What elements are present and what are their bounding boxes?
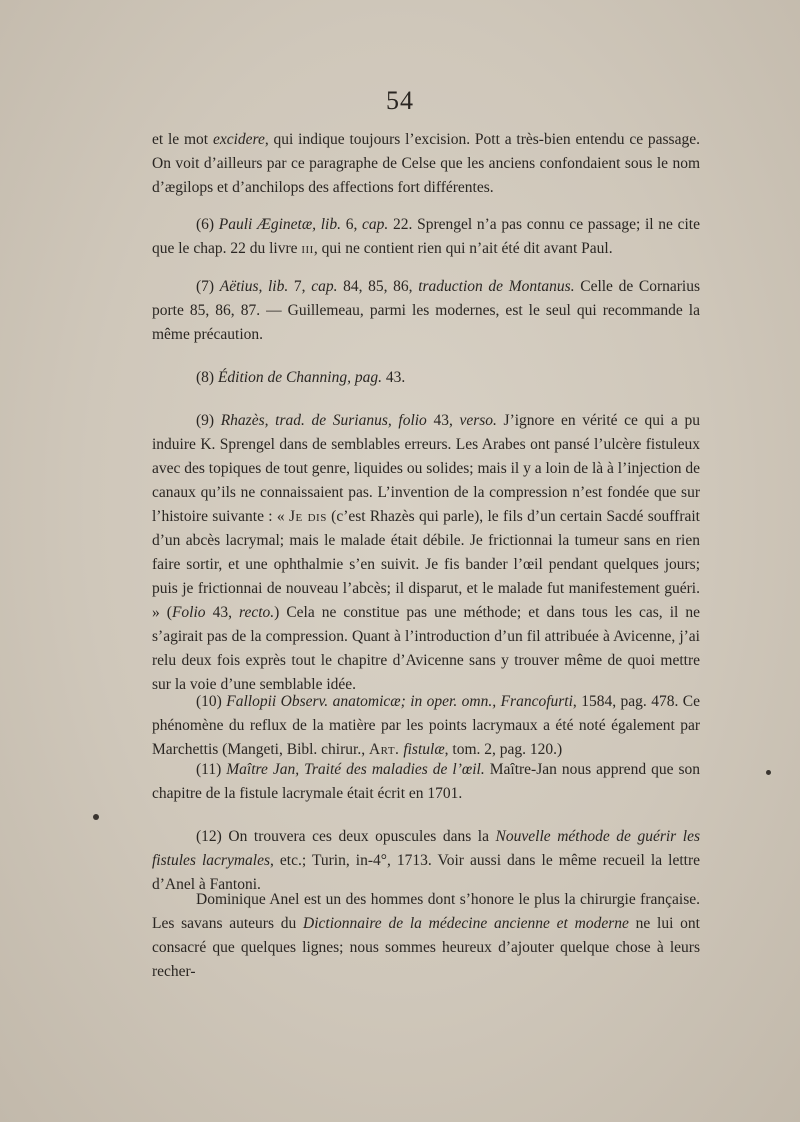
- text-run: 7,: [288, 278, 312, 295]
- text-run: (7): [196, 278, 220, 295]
- italic-text: cap.: [362, 216, 389, 233]
- text-run: Celle de Cornarius porte 85, 86, 87. — Guillemeau, parmi les modernes, est le seul qui recommande la même précaution.: [152, 278, 701, 343]
- ink-spot: [766, 770, 771, 775]
- text-run: , qui indique toujours l’excision. Pott a très-bien entendu ce passage. On voit d’ailleurs par ce paragraphe de Celse que les anciens confondaient sous le nom d’ægilops et d’anchilops des affections fort différentes.: [152, 131, 700, 196]
- text-run: (12) On trouvera ces deux opuscules dans la: [196, 828, 496, 845]
- text-run: 22. Sprengel n’a pas connu ce passage; il ne cite que le chap. 22 du livre: [152, 216, 700, 257]
- italic-text: Aëtius, lib.: [219, 278, 289, 295]
- note-12: [152, 825, 700, 897]
- paragraph-continuation: [152, 128, 700, 200]
- text-run: ne lui ont consacré que quelques lignes; nous sommes heureux d’ajouter quelque chose à leurs recher-: [152, 915, 700, 980]
- text-run: 43,: [205, 604, 239, 621]
- italic-text: Nouvelle méthode de guérir les fistules lacrymales: [152, 828, 700, 869]
- text-run: , 1584, pag. 478. Ce phénomène du reflux de la matière par les points lacrymaux a été noté également par Marchettis (Mangeti, Bibl. chirur.,: [152, 693, 700, 758]
- text-run: 43.: [382, 369, 406, 386]
- italic-text: recto.: [238, 604, 275, 621]
- italic-text: Dictionnaire de la médecine ancienne et moderne: [303, 915, 629, 932]
- text-run: Je dis: [289, 508, 327, 525]
- italic-text: Fallopii Observ. anatomicæ; in oper. omn., Francofurti: [226, 693, 573, 710]
- italic-text: fistulæ: [403, 741, 445, 758]
- text-run: 43,: [426, 412, 460, 429]
- italic-text: cap.: [311, 278, 338, 295]
- text-run: Maître-Jan nous apprend que son chapitre de la fistule lacrymale était écrit en 1701.: [152, 761, 700, 802]
- text-run: , qui ne contient rien qui n’ait été dit avant Paul.: [313, 240, 613, 257]
- italic-text: traduction de Montanus.: [418, 278, 575, 295]
- text-run: (10): [196, 693, 227, 710]
- note-7: [152, 275, 700, 347]
- text-run: (6): [196, 216, 219, 233]
- text-run: J’ignore en vérité ce qui a pu induire K. Sprengel dans de semblables erreurs. Les Arabes ont pansé l’ulcère fistuleux avec des topiques de tout genre, liquides ou solides; mais il y a loin de là à l’injection de canaux qu’ils ne connaissaient pas. L’invention de la compression n’est fondée que sur l’histoire suivante : «: [152, 412, 701, 525]
- italic-text: verso.: [459, 412, 497, 429]
- note-8: [152, 366, 700, 390]
- paragraph-anel: [152, 888, 700, 984]
- text-run: Dominique Anel est un des hommes dont s’honore le plus la chirurgie française. Les savans auteurs du: [152, 891, 700, 932]
- italic-text: Rhazès, trad. de Surianus, folio: [220, 412, 427, 429]
- text-run: Art.: [368, 741, 400, 758]
- note-6: [152, 213, 700, 261]
- text-run: 84, 85, 86,: [337, 278, 419, 295]
- text-run: (c’est Rhazès qui parle), le fils d’un certain Sacdé souffrait d’un abcès lacrymal; mais le malade était débile. Je frictionnai la tumeur sans en rien faire sortir, et une ophthalmie s’en suivit. Je fis bander l’œil pendant quelques jours; puis je frictionnai de nouveau l’abcès; il disparut, et le malade fut manifestement guéri. » (: [152, 508, 700, 621]
- italic-text: excidere: [212, 131, 265, 148]
- page-number: 54: [386, 86, 414, 115]
- note-11: [152, 758, 700, 806]
- italic-text: Maître Jan, Traité des maladies de l’œil.: [226, 761, 485, 778]
- text-run: , tom. 2, pag. 120.): [444, 741, 563, 758]
- text-run: et le mot: [152, 131, 213, 148]
- text-run: (8): [196, 369, 218, 386]
- text-run: ) Cela ne constitue pas une méthode; et dans tous les cas, il ne s’agirait pas de la compression. Quant à l’introduction d’un fil attribuée à Avicenne, j’ai relu deux fois exprès tout le chapitre d’Avicenne sans y trouver même de quoi mettre sur la voie d’une semblable idée.: [152, 604, 700, 693]
- italic-text: Édition de Channing, pag.: [217, 369, 382, 386]
- italic-text: Folio: [171, 604, 206, 621]
- text-run: (11): [196, 761, 227, 778]
- ink-spot: [93, 814, 99, 820]
- note-9: [152, 409, 700, 697]
- italic-text: Pauli Æginetæ, lib.: [218, 216, 341, 233]
- text-run: iii: [301, 240, 314, 257]
- text-run: , etc.; Turin, in-4°, 1713. Voir aussi dans le même recueil la lettre d’Anel à Fantoni.: [152, 852, 700, 893]
- note-10: [152, 690, 700, 762]
- text-run: 6,: [341, 216, 363, 233]
- text-run: (9): [196, 412, 221, 429]
